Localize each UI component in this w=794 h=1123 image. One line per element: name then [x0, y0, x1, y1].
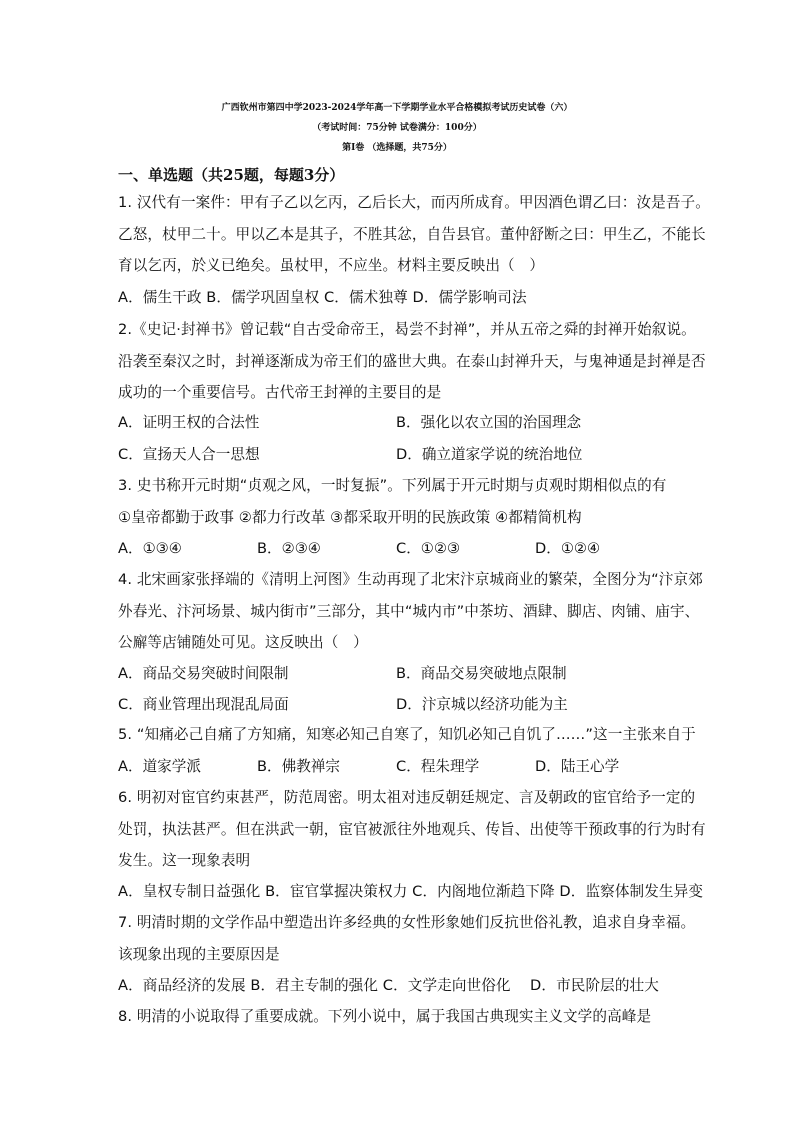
question-7-options: A．商品经济的发展 B．君主专制的强化 C．文学走向世俗化 D．市民阶层的壮大 — [118, 977, 659, 994]
exam-info: （考试时间：75分钟 试卷满分：100分） — [312, 123, 482, 133]
question-4-option-c: C．商业管理出现混乱局面 — [118, 696, 289, 713]
question-2-line-1: 2.《史记·封禅书》曾记载“自古受命帝王，曷尝不封禅”，并从五帝之舜的封禅开始叙说。 — [118, 321, 696, 338]
question-7-line-2: 该现象出现的主要原因是 — [118, 946, 280, 963]
question-2-option-b: B．强化以农立国的治国理念 — [396, 414, 582, 431]
question-6-line-2: 处罚，执法甚严。但在洪武一朝，宦官被派往外地观兵、传旨、出使等干预政事的行为时有 — [118, 821, 706, 838]
question-1-line-3: 育以乞丙，於义已绝矣。虽杖甲，不应坐。材料主要反映出（ ） — [118, 257, 545, 274]
question-4-line-3: 公廨等店铺随处可见。这反映出（ ） — [118, 634, 368, 651]
section-title: 一、单选题（共25题，每题3分） — [118, 166, 345, 184]
question-1-line-1: 1. 汉代有一案件：甲有子乙以乞丙，乙后长大，而丙所成育。甲因酒色谓乙曰：汝是吾子。 — [118, 194, 710, 211]
question-7-line-1: 7. 明清时期的文学作品中塑造出许多经典的女性形象她们反抗世俗礼教，追求自身幸福。 — [118, 914, 696, 931]
question-3-option-b: B．②③④ — [257, 540, 321, 557]
question-3-option-c: C．①②③ — [396, 540, 461, 557]
question-4-option-d: D．汴京城以经济功能为主 — [396, 696, 568, 713]
question-3-option-d: D．①②④ — [535, 540, 601, 557]
question-6-line-3: 发生。这一现象表明 — [118, 852, 251, 869]
part-heading: 第I卷 （选择题，共75分） — [342, 143, 452, 153]
question-1-options: A．儒生干政 B．儒学巩固皇权 C．儒术独尊 D．儒学影响司法 — [118, 289, 527, 306]
question-2-line-3: 成功的一个重要信号。古代帝王封禅的主要目的是 — [118, 384, 442, 401]
question-4-line-1: 4. 北宋画家张择端的《清明上河图》生动再现了北宋汴京城商业的繁荣，全图分为“汴京郊 — [118, 571, 703, 588]
question-5-line-1: 5. “知痛必己自痛了方知痛，知寒必知己自寒了，知饥必知己自饥了……”这一主张来自于 — [118, 726, 696, 743]
question-6-options: A．皇权专制日益强化 B．宦官掌握决策权力 C．内阁地位渐趋下降 D．监察体制发生异变 — [118, 883, 704, 900]
question-3-line-1: 3. 史书称开元时期“贞观之风，一时复振”。下列属于开元时期与贞观时期相似点的有 — [118, 477, 667, 494]
question-3-line-2: ①皇帝都勤于政事 ②都力行改革 ③都采取开明的民族政策 ④都精简机构 — [118, 509, 582, 526]
question-5-option-d: D．陆王心学 — [535, 758, 620, 775]
question-6-line-1: 6. 明初对宦官约束甚严，防范周密。明太祖对违反朝廷规定、言及朝政的宦官给予一定的 — [118, 789, 696, 806]
exam-title: 广西钦州市第四中学2023-2024学年高一下学期学业水平合格模拟考试历史试卷（六） — [221, 103, 573, 113]
question-5-option-c: C．程朱理学 — [396, 758, 480, 775]
question-5-option-b: B．佛教禅宗 — [257, 758, 340, 775]
question-1-line-2: 乙怒，杖甲二十。甲以乙本是其子，不胜其忿，自告县官。董仲舒断之曰：甲生乙，不能长 — [118, 226, 706, 243]
question-5-option-a: A．道家学派 — [118, 758, 201, 775]
question-4-option-a: A．商品交易突破时间限制 — [118, 665, 289, 682]
question-2-line-2: 沿袭至秦汉之时，封禅逐渐成为帝王们的盛世大典。在泰山封禅升天，与鬼神通是封禅是否 — [118, 353, 706, 370]
question-8-line-1: 8. 明清的小说取得了重要成就。下列小说中，属于我国古典现实主义文学的高峰是 — [118, 1008, 652, 1025]
question-2-option-a: A．证明王权的合法性 — [118, 414, 260, 431]
question-2-option-d: D．确立道家学说的统治地位 — [396, 446, 583, 463]
question-4-option-b: B．商品交易突破地点限制 — [396, 665, 567, 682]
question-2-option-c: C．宣扬天人合一思想 — [118, 446, 260, 463]
question-3-option-a: A．①③④ — [118, 540, 182, 557]
question-4-line-2: 外春光、汴河场景、城内街市”三部分，其中“城内市”中茶坊、酒肆、脚店、肉铺、庙宇、 — [118, 603, 700, 620]
